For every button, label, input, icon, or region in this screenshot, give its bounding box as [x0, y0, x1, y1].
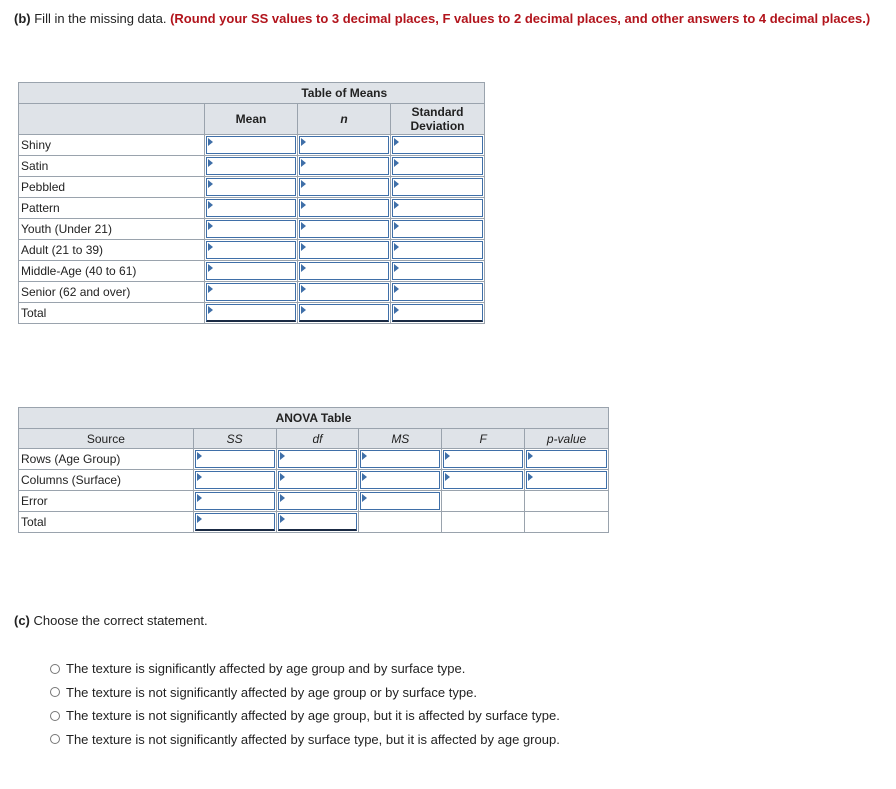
flag-icon: [208, 222, 213, 230]
answer-option[interactable]: [50, 704, 560, 728]
table-row: [19, 491, 609, 512]
ss-input[interactable]: [195, 450, 275, 468]
p-value-input[interactable]: [526, 471, 607, 489]
input-cell: [276, 512, 359, 533]
input-cell: [442, 470, 525, 491]
flag-icon: [301, 285, 306, 293]
flag-icon: [301, 138, 306, 146]
mean-input[interactable]: [206, 241, 296, 259]
source-label: Total: [19, 512, 194, 533]
input-cell: [276, 449, 359, 470]
flag-icon: [280, 515, 285, 523]
std-dev-input[interactable]: [392, 241, 483, 259]
flag-icon: [208, 201, 213, 209]
table-row: [19, 135, 485, 156]
input-cell: [205, 282, 298, 303]
source-label: Error: [19, 491, 194, 512]
means-table: [18, 82, 485, 324]
option-text: The texture is not significantly affected by age group or by surface type.: [66, 684, 477, 700]
part-b-label: (b): [14, 11, 31, 26]
anova-table-title: ANOVA Table: [19, 408, 609, 429]
flag-icon: [528, 473, 533, 481]
df-input[interactable]: [278, 492, 358, 510]
row-label: Pattern: [19, 198, 205, 219]
table-row: [19, 177, 485, 198]
col-f: F: [442, 429, 525, 449]
std-dev-input[interactable]: [392, 157, 483, 175]
mean-input[interactable]: [206, 262, 296, 280]
mean-input[interactable]: [206, 178, 296, 196]
empty-cell: [525, 491, 609, 512]
input-cell: [205, 240, 298, 261]
table-row: [19, 261, 485, 282]
flag-icon: [301, 306, 306, 314]
input-cell: [193, 449, 276, 470]
ms-input[interactable]: [360, 471, 440, 489]
row-label: Adult (21 to 39): [19, 240, 205, 261]
flag-icon: [197, 452, 202, 460]
input-cell: [298, 282, 391, 303]
rounding-note: (Round your SS values to 3 decimal places, F values to 2 decimal places, and other answers to 4 decimal places.): [170, 11, 871, 26]
input-cell: [193, 470, 276, 491]
table-row: [19, 198, 485, 219]
option-text: The texture is not significantly affected by age group, but it is affected by surface type.: [66, 708, 560, 724]
n-input[interactable]: [299, 262, 389, 280]
source-label: Rows (Age Group): [19, 449, 194, 470]
input-cell: [525, 470, 609, 491]
ss-input[interactable]: [195, 492, 275, 510]
empty-cell: [442, 491, 525, 512]
option-text: The texture is significantly affected by age group and by surface type.: [66, 661, 466, 677]
flag-icon: [197, 515, 202, 523]
flag-icon: [528, 452, 533, 460]
flag-icon: [362, 494, 367, 502]
mean-input[interactable]: [206, 304, 296, 322]
n-input[interactable]: [299, 178, 389, 196]
input-cell: [205, 156, 298, 177]
std-dev-input[interactable]: [392, 220, 483, 238]
df-input[interactable]: [278, 450, 358, 468]
flag-icon: [362, 473, 367, 481]
answer-option[interactable]: [50, 681, 560, 705]
table-row: [19, 282, 485, 303]
flag-icon: [301, 180, 306, 188]
flag-icon: [394, 180, 399, 188]
n-input[interactable]: [299, 136, 389, 154]
flag-icon: [394, 243, 399, 251]
flag-icon: [208, 138, 213, 146]
mean-input[interactable]: [206, 220, 296, 238]
instructions: [14, 11, 874, 27]
input-cell: [391, 219, 485, 240]
flag-icon: [445, 473, 450, 481]
n-input[interactable]: [299, 220, 389, 238]
mean-input[interactable]: [206, 199, 296, 217]
input-cell: [205, 198, 298, 219]
radio-button[interactable]: [50, 664, 60, 674]
table-row: [19, 512, 609, 533]
input-cell: [205, 219, 298, 240]
option-text: The texture is not significantly affected by surface type, but it is affected by age group.: [66, 731, 560, 747]
row-label: Middle-Age (40 to 61): [19, 261, 205, 282]
ms-input[interactable]: [360, 492, 440, 510]
flag-icon: [280, 473, 285, 481]
col-df: df: [276, 429, 359, 449]
ss-input[interactable]: [195, 513, 275, 531]
empty-cell: [525, 512, 609, 533]
flag-icon: [394, 159, 399, 167]
input-cell: [359, 491, 442, 512]
part-c-label: (c): [14, 613, 30, 628]
input-cell: [442, 449, 525, 470]
n-input[interactable]: [299, 283, 389, 301]
input-cell: [205, 177, 298, 198]
table-row: [19, 303, 485, 324]
col-ms: MS: [359, 429, 442, 449]
col-ss: SS: [193, 429, 276, 449]
flag-icon: [394, 138, 399, 146]
empty-cell: [359, 512, 442, 533]
table-row: [19, 156, 485, 177]
input-cell: [298, 261, 391, 282]
row-label: Senior (62 and over): [19, 282, 205, 303]
std-dev-input[interactable]: [392, 283, 483, 301]
means-table-title: Table of Means: [205, 83, 485, 104]
input-cell: [276, 491, 359, 512]
std-dev-input[interactable]: [392, 304, 483, 322]
empty-cell: [442, 512, 525, 533]
flag-icon: [362, 452, 367, 460]
flag-icon: [208, 264, 213, 272]
source-label: Columns (Surface): [19, 470, 194, 491]
input-cell: [298, 156, 391, 177]
input-cell: [391, 303, 485, 324]
n-input[interactable]: [299, 157, 389, 175]
row-label: Satin: [19, 156, 205, 177]
radio-button[interactable]: [50, 734, 60, 744]
df-input[interactable]: [278, 471, 358, 489]
part-c-text: Choose the correct statement.: [33, 613, 208, 628]
input-cell: [391, 177, 485, 198]
df-input[interactable]: [278, 513, 358, 531]
flag-icon: [208, 306, 213, 314]
n-input[interactable]: [299, 241, 389, 259]
p-value-input[interactable]: [526, 450, 607, 468]
flag-icon: [280, 494, 285, 502]
row-label: Shiny: [19, 135, 205, 156]
f-input[interactable]: [443, 471, 523, 489]
input-cell: [391, 198, 485, 219]
std-dev-input[interactable]: [392, 136, 483, 154]
flag-icon: [394, 201, 399, 209]
col-std-dev: Standard Deviation: [391, 104, 485, 135]
flag-icon: [208, 159, 213, 167]
ss-input[interactable]: [195, 471, 275, 489]
col-source: Source: [19, 429, 194, 449]
flag-icon: [301, 243, 306, 251]
n-input[interactable]: [299, 304, 389, 322]
answer-options: [50, 657, 560, 751]
input-cell: [391, 261, 485, 282]
input-cell: [205, 135, 298, 156]
flag-icon: [208, 180, 213, 188]
input-cell: [276, 470, 359, 491]
means-body: [19, 135, 485, 324]
anova-table: [18, 407, 609, 533]
std-dev-input[interactable]: [392, 262, 483, 280]
input-cell: [359, 449, 442, 470]
f-input[interactable]: [443, 450, 523, 468]
input-cell: [193, 512, 276, 533]
flag-icon: [208, 285, 213, 293]
n-input[interactable]: [299, 199, 389, 217]
input-cell: [391, 282, 485, 303]
flag-icon: [301, 264, 306, 272]
input-cell: [391, 240, 485, 261]
radio-button[interactable]: [50, 687, 60, 697]
flag-icon: [208, 243, 213, 251]
input-cell: [205, 261, 298, 282]
flag-icon: [394, 264, 399, 272]
input-cell: [298, 303, 391, 324]
input-cell: [391, 135, 485, 156]
flag-icon: [301, 201, 306, 209]
col-n: n: [298, 104, 391, 135]
col-p-value: p-value: [525, 429, 609, 449]
input-cell: [359, 470, 442, 491]
anova-body: [19, 449, 609, 533]
table-row: [19, 240, 485, 261]
input-cell: [205, 303, 298, 324]
table-row: [19, 449, 609, 470]
input-cell: [298, 135, 391, 156]
row-label: Youth (Under 21): [19, 219, 205, 240]
std-dev-input[interactable]: [392, 178, 483, 196]
std-dev-input[interactable]: [392, 199, 483, 217]
mean-input[interactable]: [206, 157, 296, 175]
input-cell: [298, 177, 391, 198]
flag-icon: [197, 473, 202, 481]
flag-icon: [197, 494, 202, 502]
input-cell: [298, 219, 391, 240]
input-cell: [298, 240, 391, 261]
radio-button[interactable]: [50, 711, 60, 721]
col-mean: Mean: [205, 104, 298, 135]
row-label: Pebbled: [19, 177, 205, 198]
flag-icon: [301, 159, 306, 167]
input-cell: [298, 198, 391, 219]
input-cell: [193, 491, 276, 512]
table-row: [19, 470, 609, 491]
flag-icon: [394, 306, 399, 314]
table-row: [19, 219, 485, 240]
answer-option[interactable]: [50, 657, 560, 681]
mean-input[interactable]: [206, 136, 296, 154]
flag-icon: [445, 452, 450, 460]
flag-icon: [394, 285, 399, 293]
answer-option[interactable]: [50, 728, 560, 752]
mean-input[interactable]: [206, 283, 296, 301]
row-label: Total: [19, 303, 205, 324]
input-cell: [391, 156, 485, 177]
part-c-prompt: [14, 613, 208, 628]
input-cell: [525, 449, 609, 470]
flag-icon: [301, 222, 306, 230]
ms-input[interactable]: [360, 450, 440, 468]
flag-icon: [280, 452, 285, 460]
instruction-text: Fill in the missing data.: [34, 11, 167, 26]
flag-icon: [394, 222, 399, 230]
